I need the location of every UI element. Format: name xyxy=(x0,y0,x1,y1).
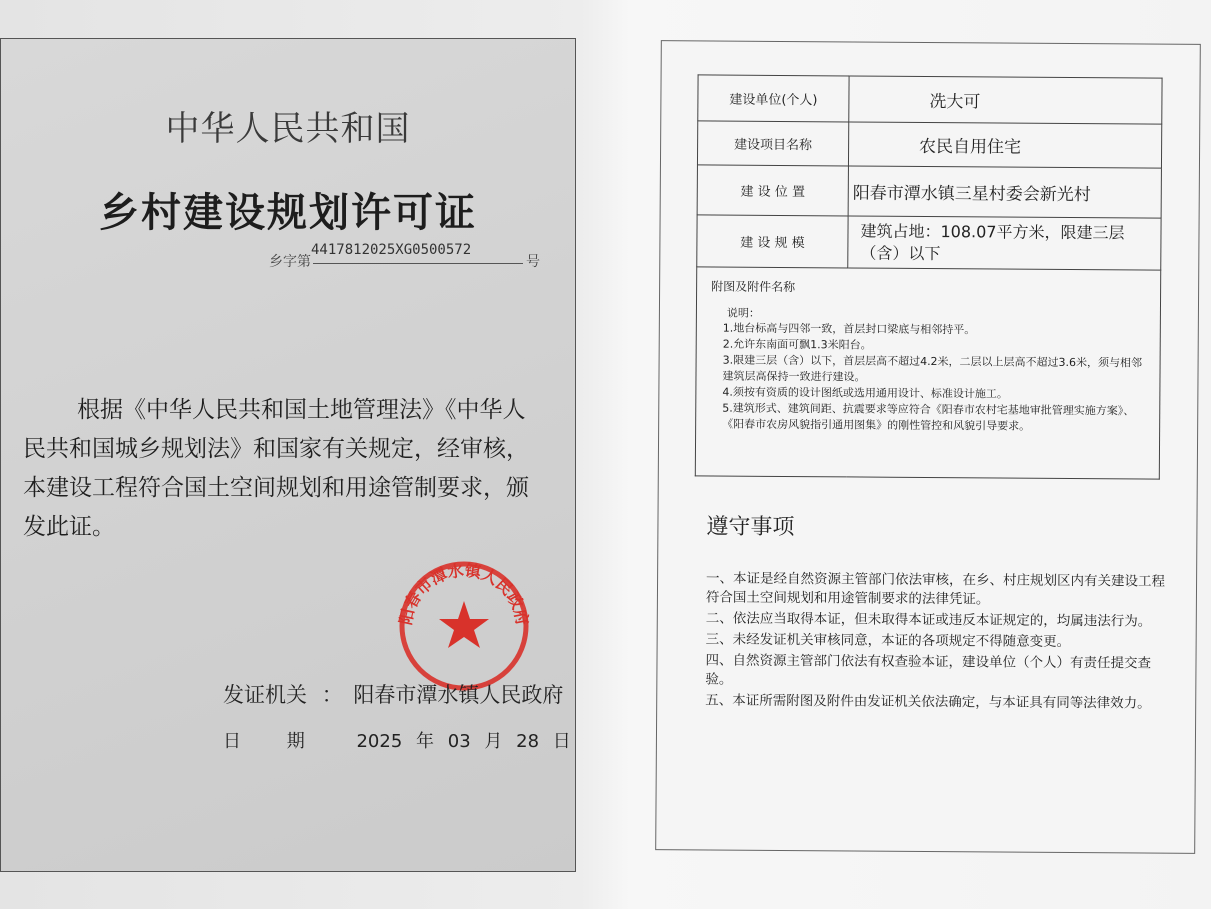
row-label: 建设项目名称 xyxy=(697,121,848,166)
attachment-label: 附图及附件名称 xyxy=(711,279,796,295)
date-label-1: 日 xyxy=(223,731,241,752)
notes-list xyxy=(722,321,1146,436)
list-item: 3.限建三层（含）以下，首层层高不超过4.2米，二层以上层高不超过3.6米，须与相邻建筑层高保持一致进行建设。 xyxy=(722,353,1143,384)
compliance-rules-list xyxy=(705,569,1166,715)
official-seal xyxy=(389,551,539,691)
country-header: 中华人民共和国 xyxy=(165,109,411,149)
list-item: 2.允许东南面可飘1.3米阳台。 xyxy=(722,337,872,352)
list-item: 1.地台标高与四邻一致，首层封口梁底与相邻持平。 xyxy=(722,321,976,337)
list-item: 三、未经发证机关审核同意，本证的各项规定不得随意变更。 xyxy=(705,631,1071,650)
table-row xyxy=(697,215,1161,270)
row-label: 建 设 规 模 xyxy=(697,215,848,268)
row-label: 建 设 位 置 xyxy=(697,165,848,216)
list-item: 四、自然资源主管部门依法有权查验本证，建设单位（个人）有责任提交查验。 xyxy=(705,652,1152,688)
table-row xyxy=(697,121,1161,168)
table-row xyxy=(698,75,1162,124)
date-month: 03 xyxy=(447,731,471,752)
issuer-label: 发证机关 xyxy=(223,683,307,707)
list-item: 5.建筑形式、建筑间距、抗震要求等应符合《阳春市农村宅基地审批管理实施方案》、《阳春市农房风貌指引通用图集》的刚性管控和风貌引导要求。 xyxy=(722,401,1135,433)
list-item: 五、本证所需附图及附件由发证机关依法确定，与本证具有同等法律效力。 xyxy=(705,692,1151,712)
certificate-number: 4417812025XG0500572 xyxy=(311,242,472,258)
project-info-table xyxy=(695,74,1163,479)
issuer-row xyxy=(223,679,563,709)
date-year: 2025 xyxy=(356,731,403,752)
number-suffix: 号 xyxy=(526,254,540,270)
issuer-colon: ： xyxy=(321,683,343,707)
certificate-cover-page xyxy=(0,38,576,872)
number-underline xyxy=(313,263,523,264)
certificate-detail-page xyxy=(655,40,1201,854)
row-value: 阳春市潭水镇三星村委会新光村 xyxy=(848,166,1161,218)
date-label-2: 期 xyxy=(286,731,305,752)
seal-text: 阳春市潭水镇人民政府 xyxy=(395,560,533,627)
issuer-value: 阳春市潭水镇人民政府 xyxy=(353,683,564,707)
row-value: 冼大可 xyxy=(849,76,1162,124)
number-prefix: 乡字第 xyxy=(269,254,311,270)
attachment-cell xyxy=(695,267,1160,479)
row-value: 建筑占地：108.07平方米，限建三层（含）以下 xyxy=(848,216,1161,270)
seal-star-icon xyxy=(439,601,489,648)
notes-heading: 说明： xyxy=(726,306,760,320)
day-char: 日 xyxy=(552,731,571,752)
list-item: 一、本证是经自然资源主管部门依法审核，在乡、村庄规划区内有关建设工程符合国土空间规划和用途管制要求的法律凭证。 xyxy=(705,570,1166,608)
date-day: 28 xyxy=(516,731,540,752)
issue-date-row xyxy=(223,727,571,753)
table-row xyxy=(695,267,1160,479)
year-char: 年 xyxy=(416,731,435,752)
month-char: 月 xyxy=(484,731,503,752)
list-item: 4.须按有资质的设计图纸或选用通用设计、标准设计施工。 xyxy=(722,385,1008,401)
certificate-body-text: 根据《中华人民共和国土地管理法》《中华人民共和国城乡规划法》和国家有关规定，经审核，本建设工程符合国土空间规划和用途管制要求，颁发此证。 xyxy=(23,397,529,540)
row-value: 农民自用住宅 xyxy=(848,122,1161,168)
certificate-title: 乡村建设规划许可证 xyxy=(99,190,477,236)
compliance-title: 遵守事项 xyxy=(706,514,795,541)
table-row xyxy=(697,165,1161,218)
row-label: 建设单位(个人) xyxy=(698,75,849,122)
list-item: 二、依法应当取得本证，但未取得本证或违反本证规定的，均属违法行为。 xyxy=(705,610,1152,630)
